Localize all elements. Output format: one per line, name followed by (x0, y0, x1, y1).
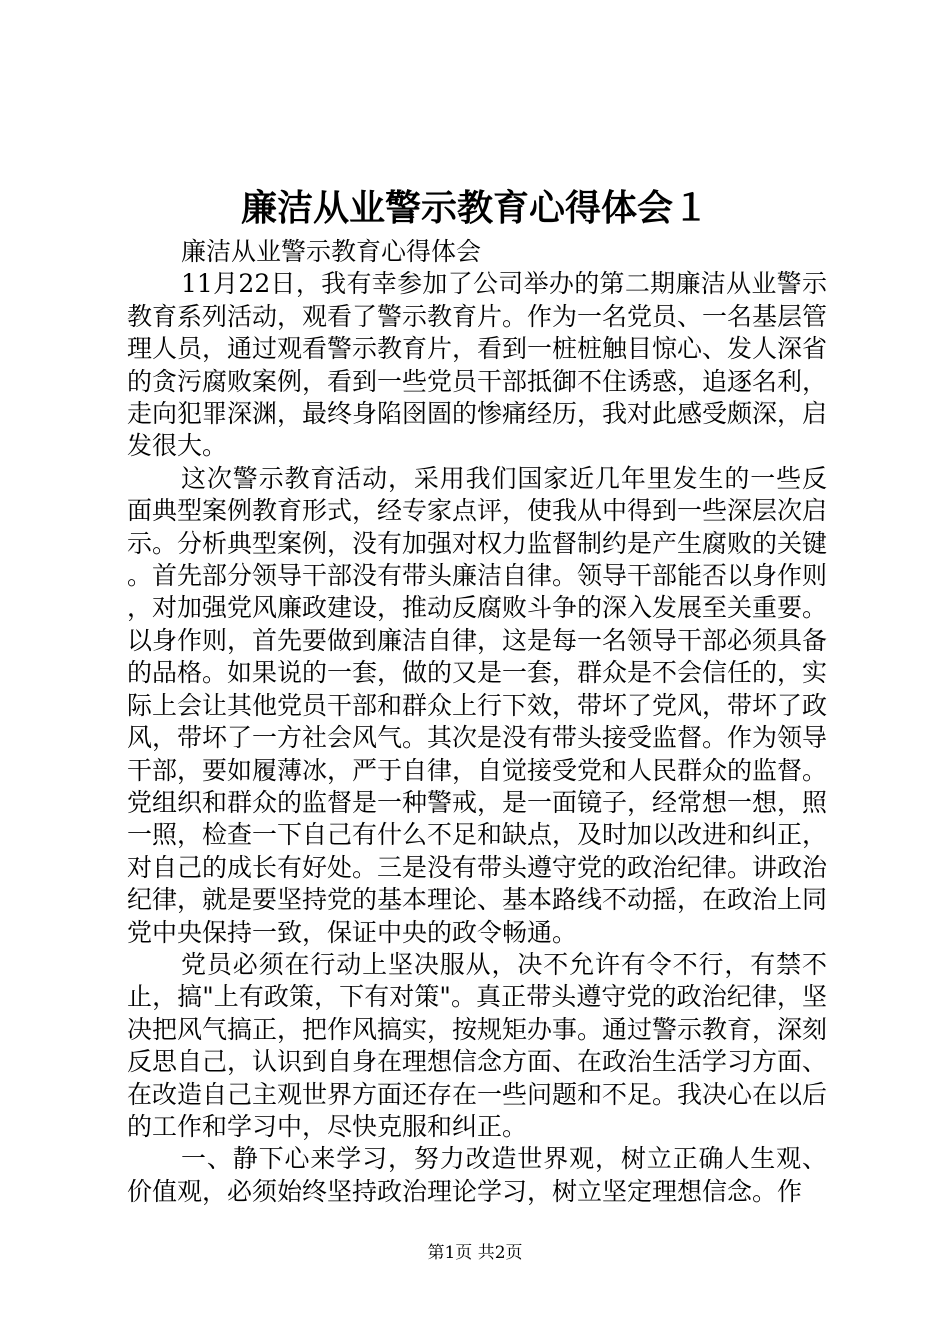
document-title: 廉洁从业警示教育心得体会１ (240, 187, 709, 229)
document-body (127, 236, 827, 1208)
paragraph: 11月22日，我有幸参加了公司举办的第二期廉洁从业警示教育系列活动，观看了警示教育片。作为一名党员、一名基层管理人员，通过观看警示教育片，看到一桩桩触目惊心、发人深省的贪污腐败案例，看到一些党员干部抵御不住诱惑，追逐名利，走向犯罪深渊，最终身陷囹圄的惨痛经历，我对此感受颇深，启发很大。 (127, 269, 828, 461)
paragraph: 这次警示教育活动，采用我们国家近几年里发生的一些反面典型案例教育形式，经专家点评，使我从中得到一些深层次启示。分析典型案例，没有加强对权力监督制约是产生腐败的关键。首先部分领导干部没有带头廉洁自律。领导干部能否以身作则，对加强党风廉政建设，推动反腐败斗争的深入发展至关重要。以身作则，首先要做到廉洁自律，这是每一名领导干部必须具备的品格。如果说的一套，做的又是一套，群众是不会信任的，实际上会让其他党员干部和群众上行下效，带坏了党风，带坏了政风，带坏了一方社会风气。其次是没有带头接受监督。作为领导干部，要如履薄冰，严于自律，自觉接受党和人民群众的监督。党组织和群众的监督是一种警戒，是一面镜子，经常想一想，照一照，检查一下自己有什么不足和缺点，及时加以改进和纠正，对自己的成长有好处。三是没有带头遵守党的政治纪律。讲政治纪律，就是要坚持党的基本理论、基本路线不动摇，在政治上同党中央保持一致，保证中央的政令畅通。 (127, 463, 828, 947)
page-footer: 第1页 共2页 (427, 1243, 523, 1263)
paragraph: 一、静下心来学习，努力改造世界观，树立正确人生观、价值观，必须始终坚持政治理论学习，树立坚定理想信念。作 (127, 1144, 827, 1206)
paragraph-subtitle: 廉洁从业警示教育心得体会 (181, 237, 482, 266)
paragraph: 党员必须在行动上坚决服从，决不允许有令不行，有禁不止，搞"上有政策，下有对策"。真正带头遵守党的政治纪律，坚决把风气搞正，把作风搞实，按规矩办事。通过警示教育，深刻反思自己，认识到自身在理想信念方面、在政治生活学习方面、在改造自己主观世界方面还存在一些问题和不足。我决心在以后的工作和学习中，尽快克服和纠正。 (127, 949, 828, 1141)
